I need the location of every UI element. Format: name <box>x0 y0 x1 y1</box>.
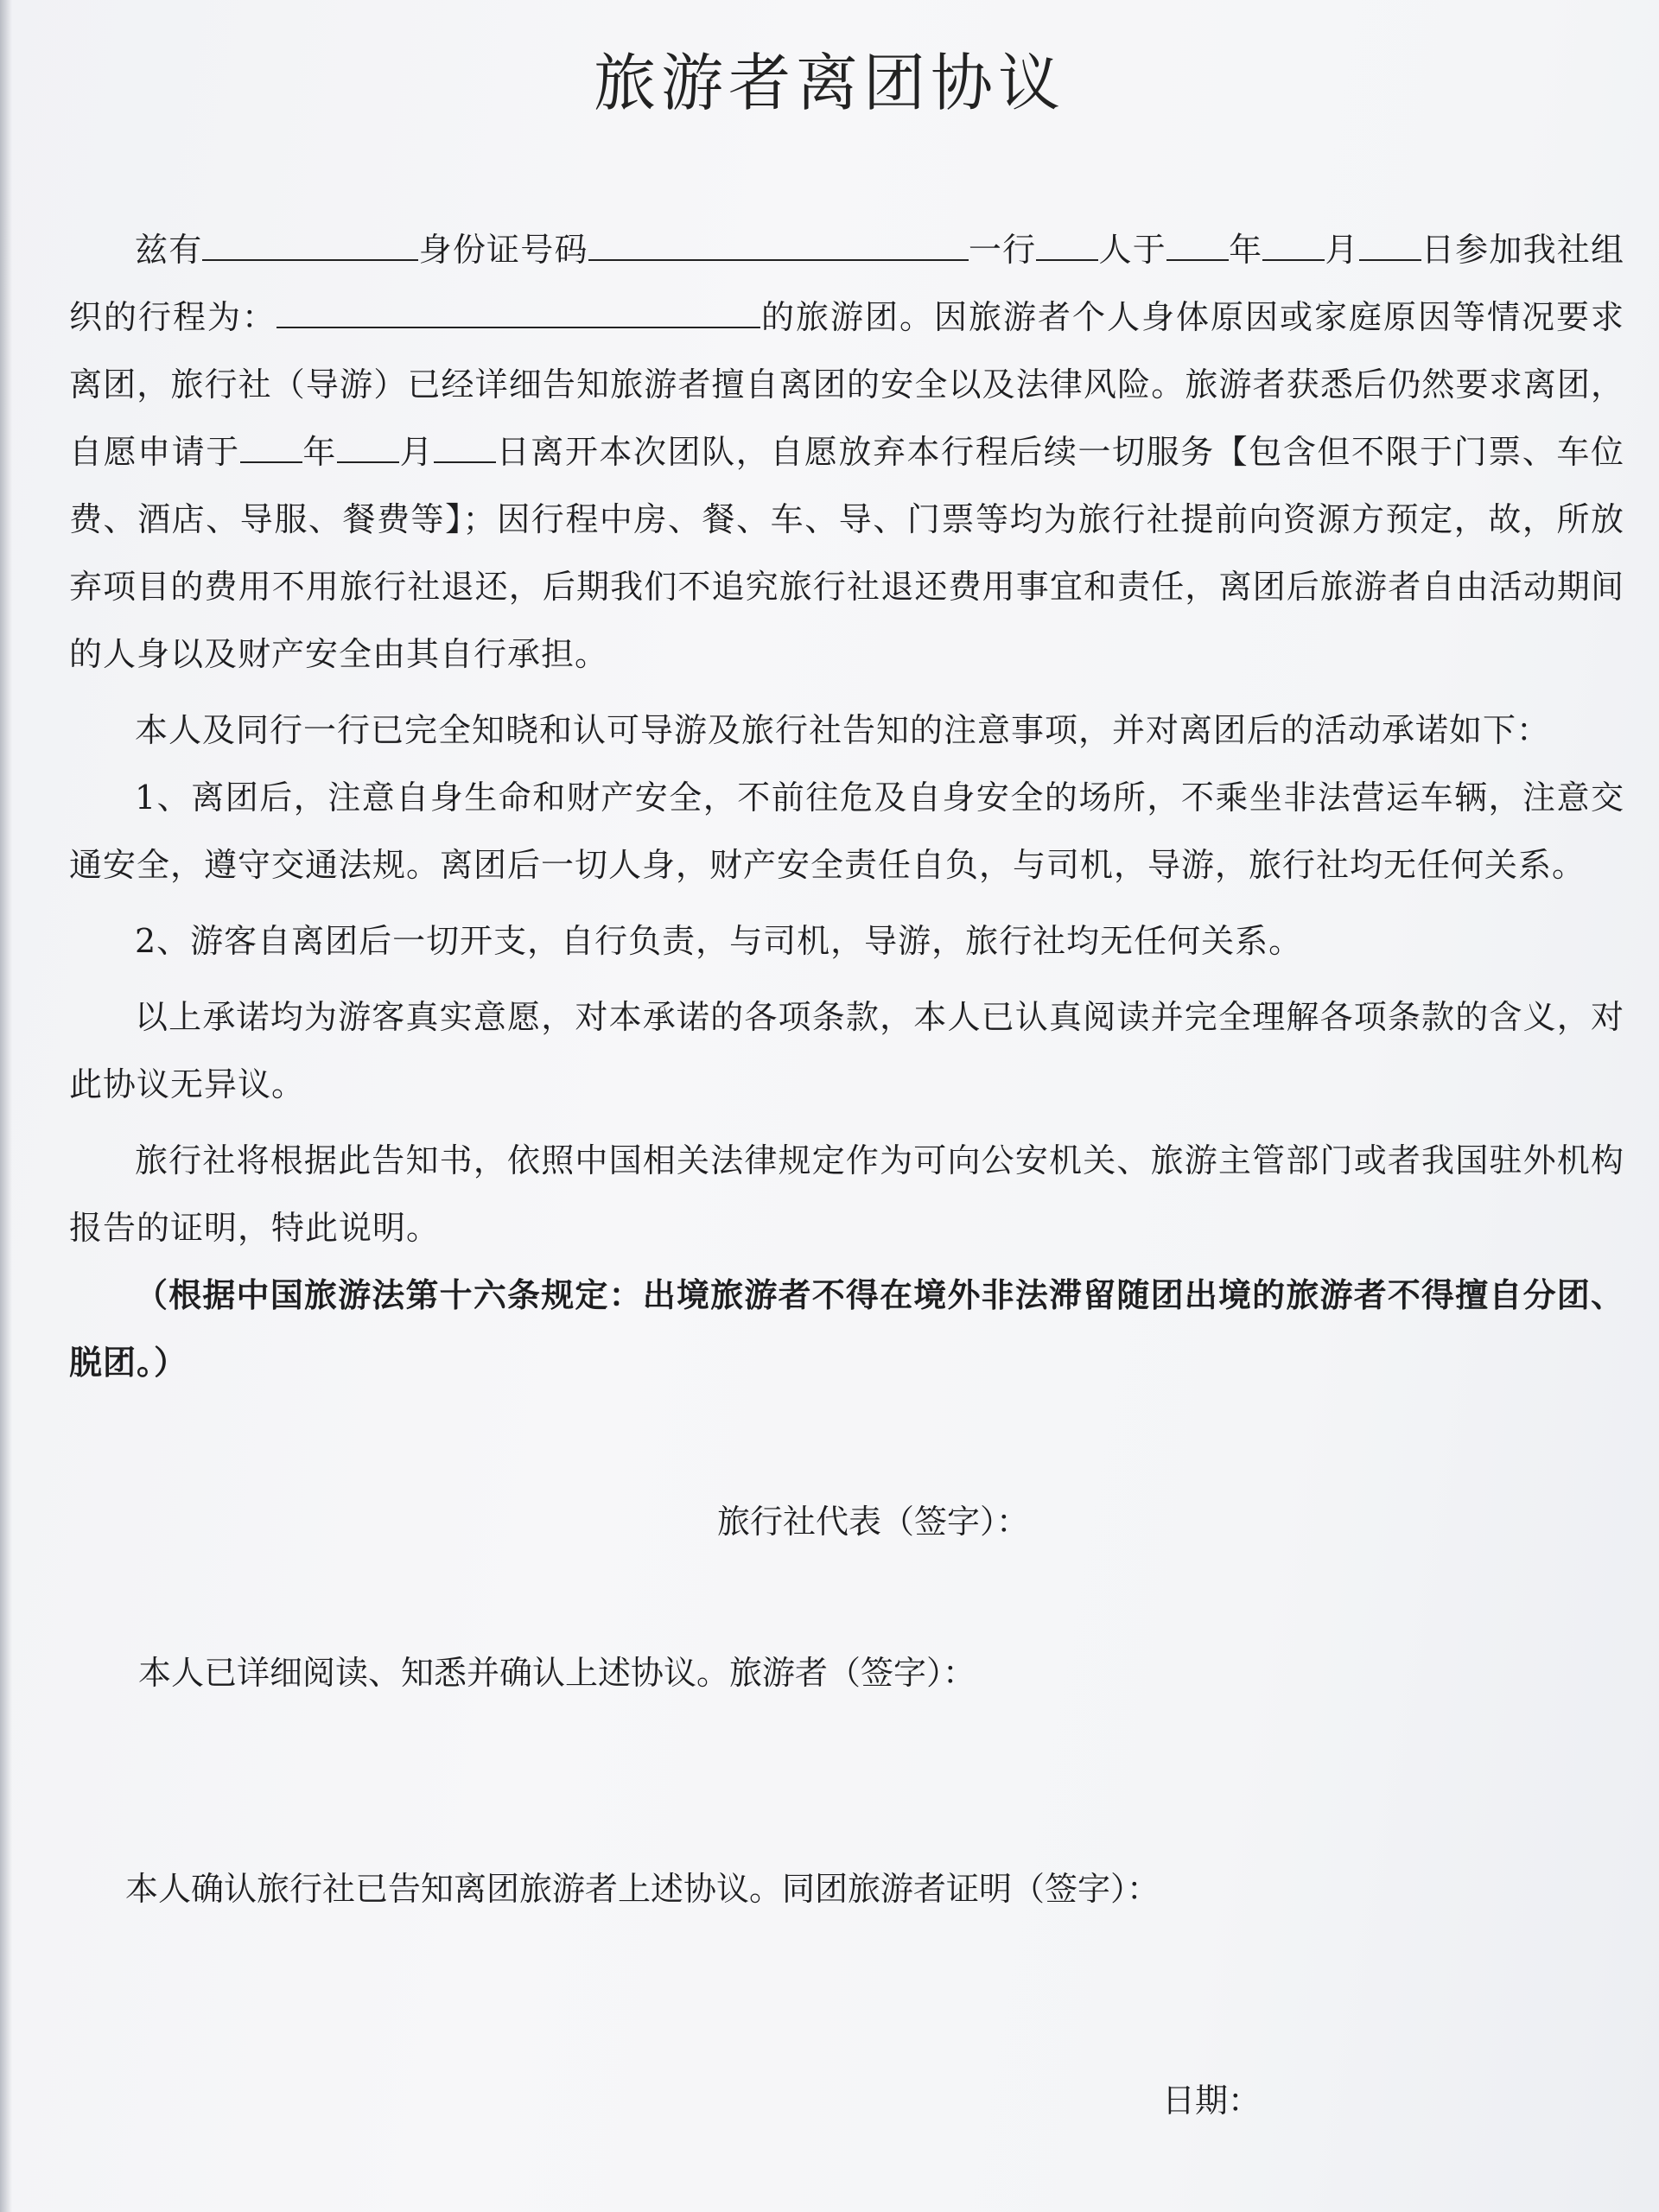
document-title: 旅游者离团协议 <box>593 47 1065 119</box>
paragraph-willingness: 以上承诺均为游客真实意愿，对本承诺的各项条款，本人已认真阅读并完全理解各项条款的含义，对此协议无异议。 <box>69 998 1624 1103</box>
people-label: 人于 <box>1098 231 1166 269</box>
join-day-blank[interactable] <box>1359 225 1421 261</box>
id-number-blank[interactable] <box>588 225 969 261</box>
join-year-blank[interactable] <box>1166 225 1229 261</box>
paragraph-law-note: （根据中国旅游法第十六条规定：出境旅游者不得在境外非法滞留随团出境的旅游者不得擅自分团、脱团。） <box>69 1275 1624 1382</box>
id-label: 身份证号码 <box>418 231 588 269</box>
join-month-blank[interactable] <box>1262 225 1325 261</box>
intro-rest: 日离开本次团队，自愿放弃本行程后续一切服务【包含但不限于门票、车位费、酒店、导服、餐费等】；因行程中房、餐、车、导、门票等均为旅行社提前向资源方预定，故，所放弃项目的费用不用旅行社退还，后期我们不追究旅行社退还费用事宜和责任，离团后旅游者自由活动期间的人身以及财产安全由其自行承担。 <box>69 433 1624 673</box>
year2-label: 年 <box>302 433 337 471</box>
people-count-blank[interactable] <box>1036 225 1098 261</box>
paragraph-item-1: 1、离团后，注意自身生命和财产安全，不前往危及自身安全的场所，不乘坐非法营运车辆，注意交通安全，遵守交通法规。离团后一切人身，财产安全责任自负，与司机，导游，旅行社均无任何关系。 <box>69 779 1624 884</box>
paragraph-commitment: 本人及同行一行已完全知晓和认可导游及旅行社告知的注意事项，并对离团后的活动承诺如下： <box>135 711 1551 749</box>
group-label: 一行 <box>968 231 1037 269</box>
paragraph-item-2: 2、游客自离团后一切开支，自行负责，与司机，导游，旅行社均无任何关系。 <box>135 922 1303 960</box>
leave-year-blank[interactable] <box>240 427 302 463</box>
intro-lead: 兹有 <box>135 231 203 269</box>
paragraph-notice: 旅行社将根据此告知书，依照中国相关法律规定作为可向公安机关、旅游主管部门或者我国驻外机构报告的证明，特此说明。 <box>69 1141 1624 1247</box>
group-signature-label: 本人确认旅行社已告知离团旅游者上述协议。同团旅游者证明（签字）： <box>125 1870 1160 1908</box>
traveler-signature-label: 本人已详细阅读、知悉并确认上述协议。旅游者（签字）： <box>138 1654 976 1692</box>
date-label: 日期： <box>1162 2082 1262 2120</box>
route-suffix: 的旅游团。因旅游者个人身体原因或家庭原因等情况要求离团，旅行社（导游）已经详细告知旅游者擅自离团的安全以及法律风险。旅游者获悉后仍然要求离团，自愿申请于 <box>69 298 1624 471</box>
name-blank[interactable] <box>202 225 418 261</box>
leave-month-blank[interactable] <box>337 427 399 463</box>
day-text: 日参加我社组织的行程为： <box>69 231 1624 336</box>
page-edge-shadow <box>0 0 12 2212</box>
paragraph-intro <box>69 216 1624 688</box>
agency-signature-label: 旅行社代表（签字）： <box>717 1503 1030 1541</box>
route-blank[interactable] <box>276 292 760 328</box>
month2-label: 月 <box>399 433 435 471</box>
agreement-body <box>69 216 1624 1396</box>
month-label: 月 <box>1325 231 1359 269</box>
leave-day-blank[interactable] <box>434 427 496 463</box>
year-label: 年 <box>1228 231 1263 269</box>
